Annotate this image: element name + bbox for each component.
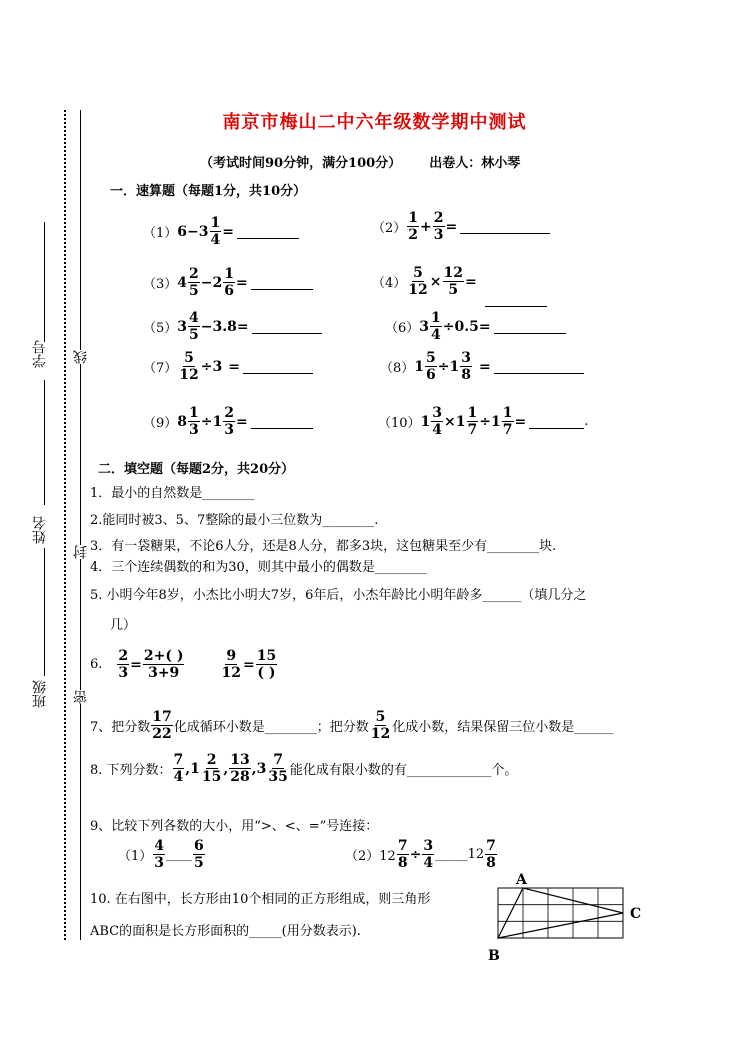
s2-q1: 1．最小的自然数是________ xyxy=(90,486,255,501)
s1-q2: （2） $\frac{1}{2}$ + $\frac{2}{3}$ = xyxy=(372,210,550,243)
banji-blank[interactable] xyxy=(44,548,45,676)
label-c: C xyxy=(630,906,642,922)
label-b: B xyxy=(488,948,500,964)
author: 出卷人：林小琴 xyxy=(429,156,521,171)
triangle-abc xyxy=(498,888,623,938)
section1-heading: 一．速算题（每题1分，共10分） xyxy=(110,184,307,199)
s2-q9-p2: （2）12 $\frac{7}{8}$ ÷ $\frac{3}{4}$ _____12 $\frac{7}{8}$ xyxy=(345,838,496,871)
s2-q2: 2.能同时被3、5、7整除的最小三位数为________. xyxy=(90,513,379,528)
s1-q1: （1） 6−3 $\frac{1}{4}$ = xyxy=(143,215,299,248)
banji-label: 班级 xyxy=(32,680,48,708)
binding-dotted-line xyxy=(64,110,66,940)
exam-info: （考试时间90分钟，满分100分） xyxy=(200,156,402,171)
binding-solid-line xyxy=(80,110,81,940)
s2-q10a: 10. 在右图中，长方形由10个相同的正方形组成，则三角形 xyxy=(90,892,431,907)
rectangle xyxy=(498,888,623,938)
s2-q8: 8. 下列分数： $\frac{7}{4}$ ,1 $\frac{2}{15}$ , $\frac{13}{28}$ ,3 $\frac{7}{35}$ 能化成有限小数的有_____________个。 xyxy=(90,752,518,785)
s2-q10b: ABC的面积是长方形面积的_____(用分数表示). xyxy=(90,924,361,939)
xuehao-blank[interactable] xyxy=(44,222,45,342)
answer-blank[interactable] xyxy=(460,219,550,234)
s1-q10: （10） 1 $\frac{3}{4}$ ×1 $\frac{1}{7}$ ÷1 $\frac{1}{7}$ = . xyxy=(378,405,589,438)
s1-q5: （5） 3 $\frac{4}{5}$ −3.8 = xyxy=(143,310,322,343)
section2-heading: 二．填空题（每题2分，共20分） xyxy=(98,462,295,477)
label-a: A xyxy=(516,872,527,888)
s2-q5a: 5. 小明今年8岁，小杰比小明大7岁，6年后，小杰年龄比小明年龄多______（填几分之 xyxy=(90,588,587,603)
s1-q7: （7） $\frac{5}{12}$ ÷3 = xyxy=(143,350,313,383)
xingming-blank[interactable] xyxy=(44,380,45,505)
s2-q9-p1: （1） $\frac{4}{3}$ ____ $\frac{6}{5}$ xyxy=(118,838,204,871)
rectangle-triangle-figure xyxy=(488,866,658,966)
margin-feng: 封 xyxy=(73,545,89,559)
s1-q8: （8） 1 $\frac{5}{6}$ ÷1 $\frac{3}{8}$ = xyxy=(380,350,584,383)
answer-blank[interactable] xyxy=(494,359,584,374)
answer-blank[interactable] xyxy=(237,224,299,239)
subtitle xyxy=(200,152,520,171)
s2-q4: 4．三个连续偶数的和为30，则其中最小的偶数是________ xyxy=(90,560,427,575)
xingming-label: 姓名 xyxy=(32,516,48,544)
s2-q9: 9、比较下列各数的大小，用“>、<、=”号连接： xyxy=(90,819,379,834)
s1-q6: （6） 3 $\frac{1}{4}$ ÷0.5 = xyxy=(385,310,566,343)
margin-mi: 密 xyxy=(73,690,89,704)
s2-q6: 6. $\frac{2}{3}$ = $\frac{2+( )}{3+9}$ $\frac{9}{12}$ = $\frac{15}{( )}$ xyxy=(90,648,277,681)
answer-blank[interactable] xyxy=(251,414,313,429)
s1-q3: （3） 4 $\frac{2}{5}$ −2 $\frac{1}{6}$ = xyxy=(143,266,313,299)
answer-blank[interactable] xyxy=(252,319,322,334)
xuehao-label: 学号 xyxy=(32,340,48,368)
s1-q4-answer-blank[interactable] xyxy=(485,292,547,307)
s2-q7: 7、把分数 $\frac{17}{22}$ 化成循环小数是________；把分数 $\frac{5}{12}$ 化成小数，结果保留三位小数是______ xyxy=(90,709,614,742)
margin-xian: 线 xyxy=(73,350,89,364)
answer-blank[interactable] xyxy=(494,319,566,334)
s2-q3: 3．有一袋糖果，不论6人分，还是8人分，都多3块，这包糖果至少有________块. xyxy=(90,539,557,554)
page-title: 南京市梅山二中六年级数学期中测试 xyxy=(222,112,527,133)
s1-q9: （9） 8 $\frac{1}{3}$ ÷1 $\frac{2}{3}$ = xyxy=(143,405,313,438)
answer-blank[interactable] xyxy=(243,359,313,374)
s1-q4: （4） $\frac{5}{12}$ × $\frac{12}{5}$ = xyxy=(372,265,477,298)
s2-q5b: 几） xyxy=(110,618,137,633)
answer-blank[interactable] xyxy=(251,275,313,290)
answer-blank[interactable] xyxy=(529,414,584,429)
